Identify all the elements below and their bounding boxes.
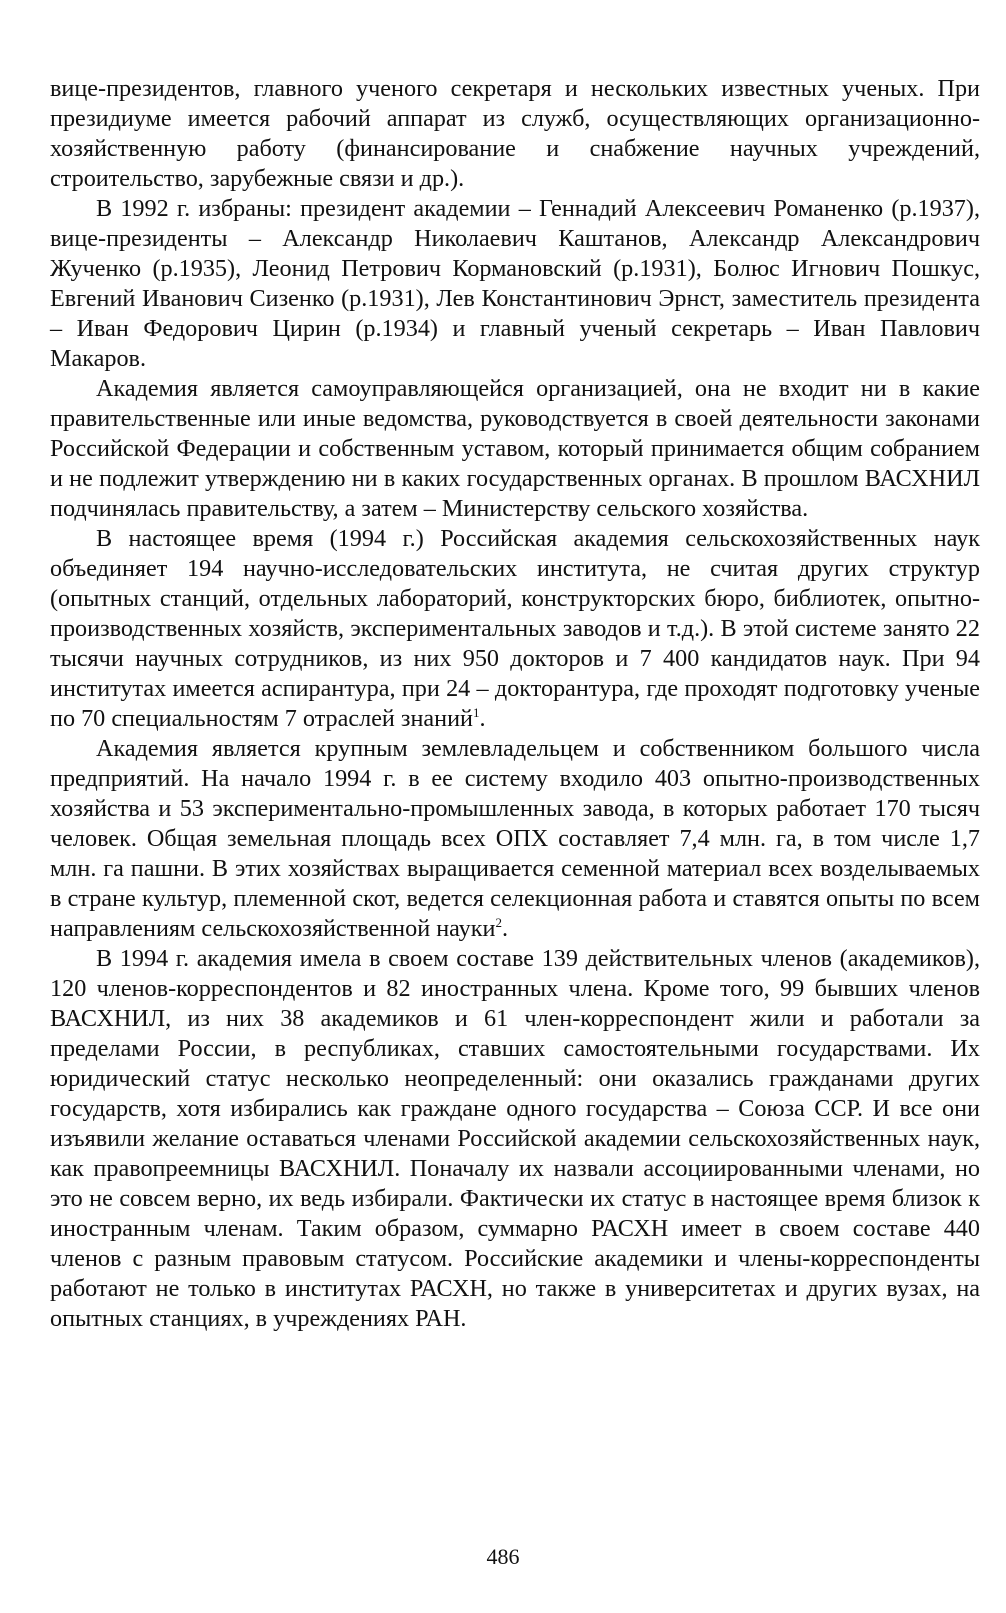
page-number: 486: [486, 1544, 520, 1569]
paragraph-1: [50, 74, 980, 194]
paragraph-text: В 1992 г. избраны: президент академии – Геннадий Алексеевич Романенко (р.1937), вице-президенты – Александр Николаевич Каштанов, Александр Александрович Жученко (р.1935), Леонид Петрович Кормановский (р.1931), Болюс Игнович Пошкус, Евгений Иванович Сизенко (р.1931), Лев Константинович Эрнст, заместитель президента – Иван Федорович Цирин (р.1934) и главный ученый секретарь – Иван Павлович Макаров.: [50, 195, 980, 372]
paragraph-text: Академия является крупным землевладельцем и собственником большого числа предприятий. На начало 1994 г. в ее систему входило 403 опытно-производственных хозяйства и 53 экспериментально-промышленных завода, в которых работает 170 тысяч человек. Общая земельная площадь всех ОПХ составляет 7,4 млн. га, в том числе 1,7 млн. га пашни. В этих хозяйствах выращивается семенной материал всех возделываемых в стране культур, племенной скот, ведется селекционная работа и ставятся опыты по всем направлениям сельскохозяйственной науки: [50, 735, 980, 942]
paragraph-6: [50, 944, 980, 1334]
paragraph-5: [50, 734, 980, 944]
paragraph-2: [50, 194, 980, 374]
paragraph-tail: .: [479, 705, 486, 732]
paragraph-text: В настоящее время (1994 г.) Российская академия сельскохозяйственных наук объединяет 194 научно-исследовательских института, не считая других структур (опытных станций, отдельных лабораторий, конструкторских бюро, библиотек, опытно-производственных хозяйств, экспериментальных заводов и т.д.). В этой системе занято 22 тысячи научных сотрудников, из них 950 докторов и 7 400 кандидатов наук. При 94 институтах имеется аспирантура, при 24 – докторантура, где проходят подготовку ученые по 70 специальностям 7 отраслей знаний: [50, 525, 980, 732]
footnote-marker: 2: [495, 914, 502, 930]
paragraph-text: Академия является самоуправляющейся организацией, она не входит ни в какие правительственные или иные ведомства, руководствуется в своей деятельности законами Российской Федерации и собственным уставом, который принимается общим собранием и не подлежит утверждению ни в каких государственных органах. В прошлом ВАСХНИЛ подчинялась правительству, а затем – Министерству сельского хозяйства.: [50, 375, 980, 522]
page-body: [50, 74, 980, 1334]
paragraph-text: В 1994 г. академия имела в своем составе 139 действительных членов (академиков), 120 членов-корреспондентов и 82 иностранных члена. Кроме того, 99 бывших членов ВАСХНИЛ, из них 38 академиков и 61 член-корреспондент жили и работали за пределами России, в республиках, ставших самостоятельными государствами. Их юридический статус несколько неопределенный: они оказались гражданами других государств, хотя избирались как граждане одного государства – Союза ССР. И все они изъявили желание оставаться членами Российской академии сельскохозяйственных наук, как правопреемницы ВАСХНИЛ. Поначалу их назвали ассоциированными членами, но это не совсем верно, их ведь избирали. Фактически их статус в настоящее время близок к иностранным членам. Таким образом, суммарно РАСХН имеет в своем составе 440 членов с разным правовым статусом. Российские академики и члены-корреспонденты работают не только в институтах РАСХН, но также в университетах и других вузах, на опытных станциях, в учреждениях РАН.: [50, 945, 980, 1332]
paragraph-text: вице-президентов, главного ученого секретаря и нескольких известных ученых. При президиуме имеется рабочий аппарат из служб, осуществляющих организационно-хозяйственную работу (финансирование и снабжение научных учреждений, строительство, зарубежные связи и др.).: [50, 75, 980, 192]
paragraph-3: [50, 374, 980, 524]
paragraph-4: [50, 524, 980, 734]
paragraph-tail: .: [501, 915, 508, 942]
footnote-marker: 1: [473, 704, 480, 720]
